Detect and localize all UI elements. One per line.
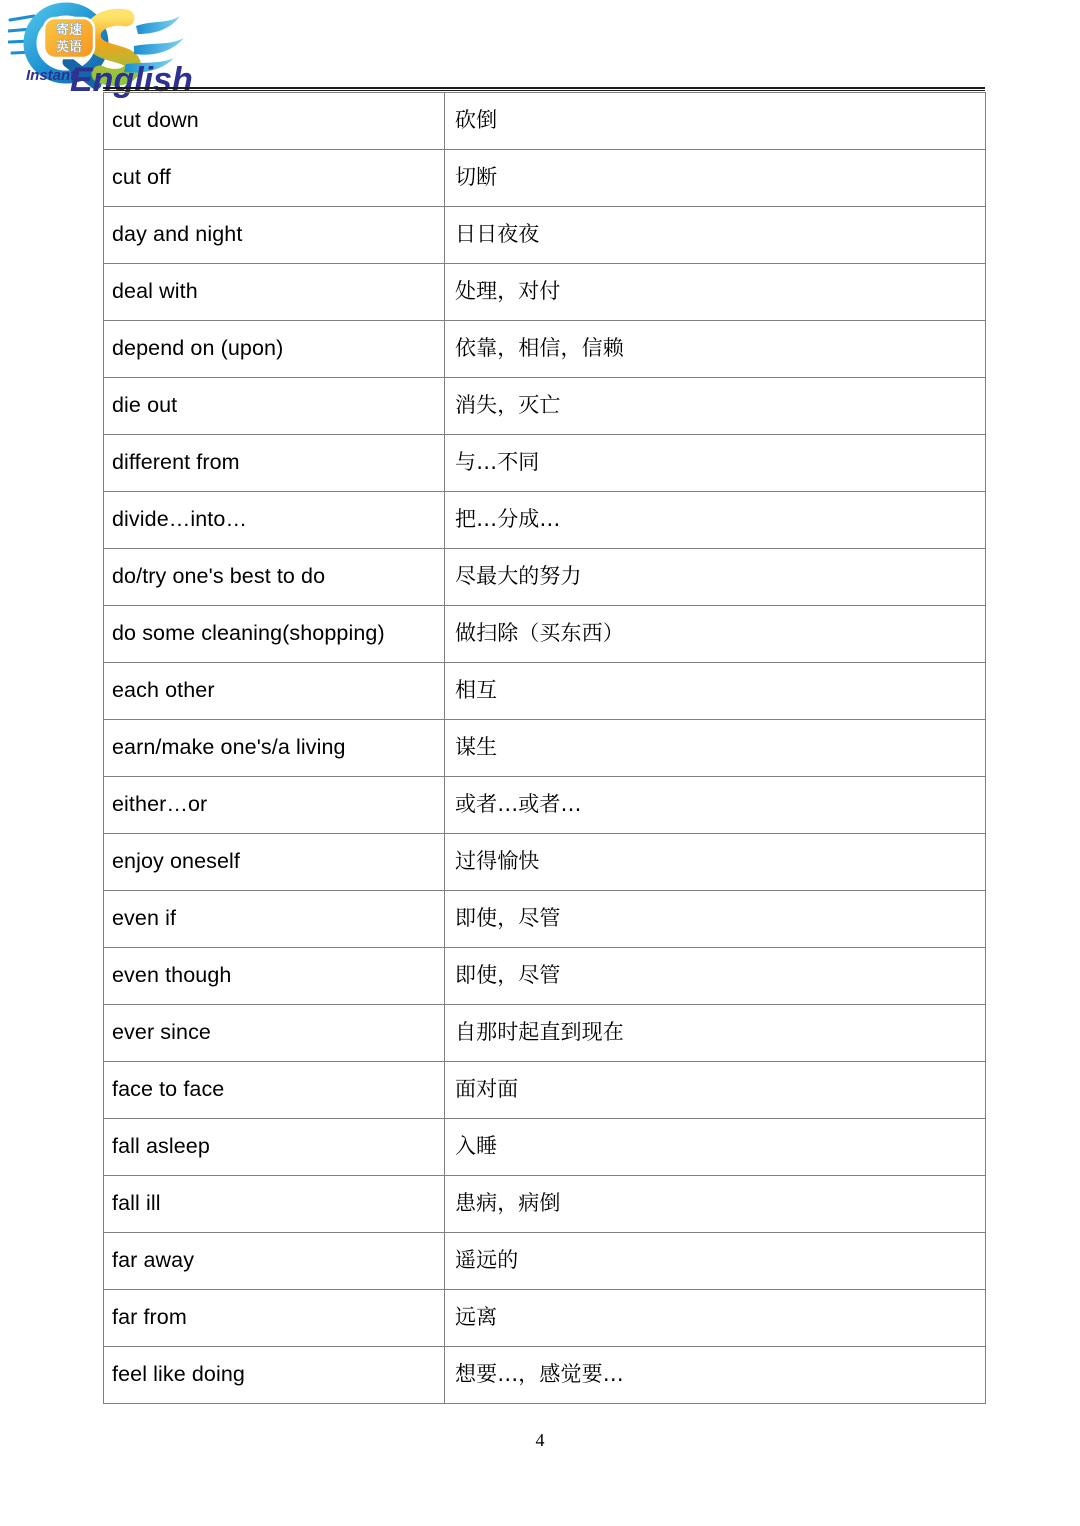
- table-row: [104, 834, 986, 891]
- phrase-chinese-cell: 做扫除（买东西）: [445, 606, 986, 663]
- logo-instant-label: Instant: [26, 67, 76, 84]
- phrase-english-cell: fall ill: [104, 1176, 445, 1233]
- phrase-english-cell: far from: [104, 1290, 445, 1347]
- phrase-chinese-cell: 入睡: [445, 1119, 986, 1176]
- phrase-chinese-cell: 即使，尽管: [445, 948, 986, 1005]
- phrase-chinese-cell: 处理，对付: [445, 264, 986, 321]
- phrase-chinese-cell: 尽最大的努力: [445, 549, 986, 606]
- phrase-chinese-cell: 远离: [445, 1290, 986, 1347]
- logo-artwork: [8, 2, 213, 98]
- phrase-english-cell: feel like doing: [104, 1347, 445, 1404]
- phrase-chinese-cell: 与…不同: [445, 435, 986, 492]
- phrase-chinese-cell: 把…分成…: [445, 492, 986, 549]
- table-row: [104, 207, 986, 264]
- phrase-english-cell: deal with: [104, 264, 445, 321]
- phrase-chinese-cell: 谋生: [445, 720, 986, 777]
- phrase-english-cell: do some cleaning(shopping): [104, 606, 445, 663]
- phrase-chinese-cell: 或者…或者…: [445, 777, 986, 834]
- brand-logo: [8, 2, 213, 98]
- phrase-chinese-cell: 日日夜夜: [445, 207, 986, 264]
- phrase-english-cell: fall asleep: [104, 1119, 445, 1176]
- phrase-english-cell: cut off: [104, 150, 445, 207]
- phrase-english-cell: even if: [104, 891, 445, 948]
- phrase-english-cell: different from: [104, 435, 445, 492]
- table-row: [104, 150, 986, 207]
- table-row: [104, 1062, 986, 1119]
- phrase-english-cell: cut down: [104, 93, 445, 150]
- table-row: [104, 948, 986, 1005]
- phrase-chinese-cell: 想要…，感觉要…: [445, 1347, 986, 1404]
- phrase-chinese-cell: 依靠，相信，信赖: [445, 321, 986, 378]
- page-number: 4: [535, 1430, 545, 1450]
- table-row: [104, 435, 986, 492]
- phrase-english-cell: die out: [104, 378, 445, 435]
- phrase-english-cell: depend on (upon): [104, 321, 445, 378]
- phrase-chinese-cell: 遥远的: [445, 1233, 986, 1290]
- vocabulary-table: [103, 92, 986, 1404]
- phrase-english-cell: ever since: [104, 1005, 445, 1062]
- logo-chinese-line1: 寄速: [55, 23, 83, 38]
- phrase-chinese-cell: 过得愉快: [445, 834, 986, 891]
- phrase-chinese-cell: 消失，灭亡: [445, 378, 986, 435]
- phrase-english-cell: divide…into…: [104, 492, 445, 549]
- table-row: [104, 378, 986, 435]
- table-row: [104, 1233, 986, 1290]
- table-row: [104, 1176, 986, 1233]
- table-row: [104, 549, 986, 606]
- table-row: [104, 1290, 986, 1347]
- phrase-english-cell: face to face: [104, 1062, 445, 1119]
- table-row: [104, 1005, 986, 1062]
- table-row: [104, 777, 986, 834]
- phrase-chinese-cell: 自那时起直到现在: [445, 1005, 986, 1062]
- table-row: [104, 720, 986, 777]
- table-row: [104, 93, 986, 150]
- phrase-english-cell: do/try one's best to do: [104, 549, 445, 606]
- table-top-rule: [103, 87, 985, 91]
- phrase-english-cell: earn/make one's/a living: [104, 720, 445, 777]
- phrase-english-cell: either…or: [104, 777, 445, 834]
- logo-english-label: English: [70, 61, 193, 98]
- table-row: [104, 663, 986, 720]
- phrase-chinese-cell: 面对面: [445, 1062, 986, 1119]
- phrase-english-cell: far away: [104, 1233, 445, 1290]
- logo-chinese-line2: 英语: [55, 40, 83, 55]
- table-row: [104, 264, 986, 321]
- phrase-chinese-cell: 相互: [445, 663, 986, 720]
- phrase-english-cell: each other: [104, 663, 445, 720]
- table-row: [104, 492, 986, 549]
- phrase-chinese-cell: 即使，尽管: [445, 891, 986, 948]
- table-row: [104, 321, 986, 378]
- phrase-english-cell: day and night: [104, 207, 445, 264]
- table-row: [104, 1347, 986, 1404]
- table-row: [104, 606, 986, 663]
- phrase-chinese-cell: 砍倒: [445, 93, 986, 150]
- phrase-english-cell: even though: [104, 948, 445, 1005]
- phrase-chinese-cell: 患病，病倒: [445, 1176, 986, 1233]
- table-row: [104, 891, 986, 948]
- phrase-english-cell: enjoy oneself: [104, 834, 445, 891]
- vocabulary-table-body: [104, 93, 986, 1404]
- logo-chinese-badge: [44, 18, 94, 58]
- table-row: [104, 1119, 986, 1176]
- phrase-chinese-cell: 切断: [445, 150, 986, 207]
